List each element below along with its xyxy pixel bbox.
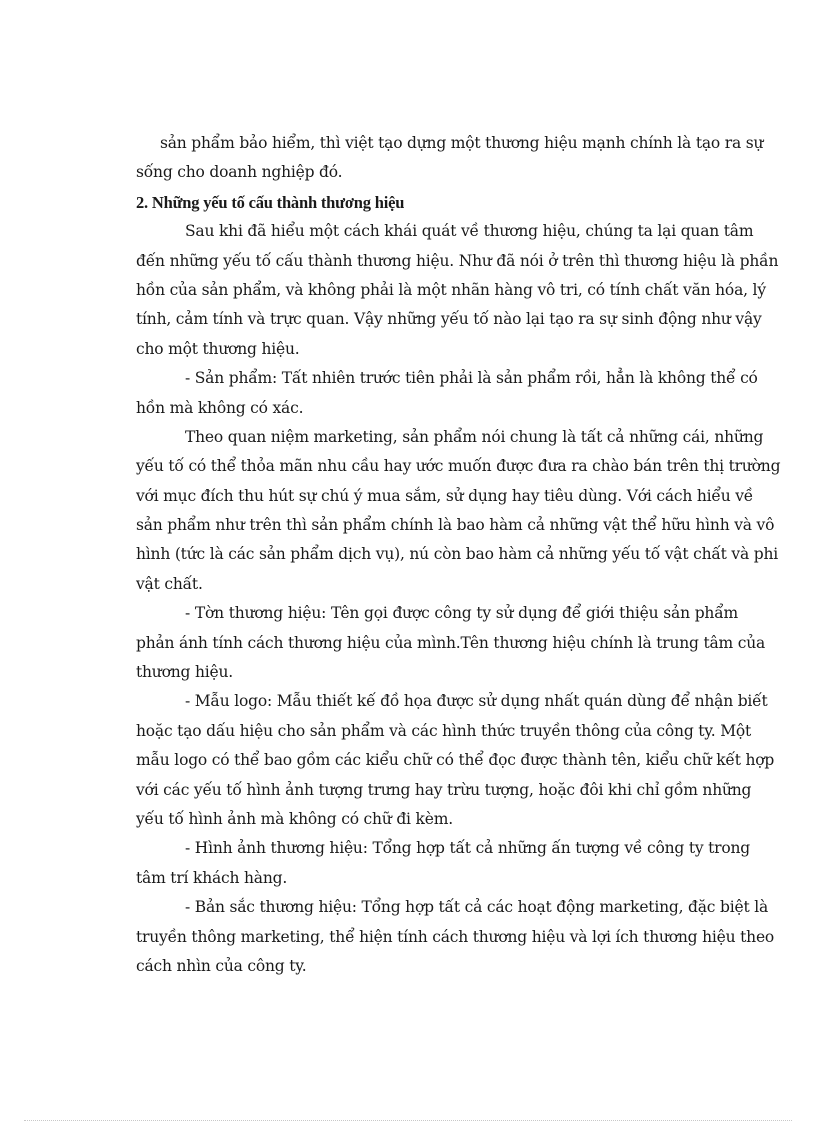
bullet-line: - Mẫu logo: Mẫu thiết kế đồ họa được sử dụng nhất quán dùng để nhận biết <box>185 692 768 711</box>
paragraph-line: sản phẩm như trên thì sản phẩm chính là bao hàm cả những vật thể hữu hình và vô <box>136 516 775 535</box>
bullet-line: - Hình ảnh thương hiệu: Tổng hợp tất cả những ấn tượng về công ty trong <box>185 839 751 858</box>
paragraph-line: hồn của sản phẩm, và không phải là một nhãn hàng vô tri, có tính chất văn hóa, lý <box>136 280 766 299</box>
paragraph-line: vật chất. <box>136 574 203 593</box>
paragraph-line: phản ánh tính cách thương hiệu của mình.Tên thương hiệu chính là trung tâm của <box>136 633 766 652</box>
paragraph-line: hình (tức là các sản phẩm dịch vụ), nú còn bao hàm cả những yếu tố vật chất và phi <box>136 545 779 564</box>
paragraph-line: yếu tố hình ảnh mà không có chữ đi kèm. <box>136 809 453 828</box>
bullet-line: - Bản sắc thương hiệu: Tổng hợp tất cả các hoạt động marketing, đặc biệt là <box>185 898 769 917</box>
paragraph-line: truyền thông marketing, thể hiện tính cách thương hiệu và lợi ích thương hiệu theo <box>136 927 775 946</box>
paragraph-line: với mục đích thu hút sự chú ý mua sắm, sử dụng hay tiêu dùng. Với cách hiểu về <box>136 486 754 505</box>
document-page <box>136 129 781 981</box>
page-bottom-divider <box>24 1120 792 1121</box>
paragraph-line: Theo quan niệm marketing, sản phẩm nói chung là tất cả những cái, những <box>185 427 764 446</box>
section-heading: 2. Những yếu tố cấu thành thương hiệu <box>136 192 405 212</box>
paragraph-line: cho một thương hiệu. <box>136 339 300 358</box>
paragraph-line: sống cho doanh nghiệp đó. <box>136 163 343 182</box>
paragraph-line: tính, cảm tính và trực quan. Vậy những yếu tố nào lại tạo ra sự sinh động như vậy <box>136 310 762 329</box>
bullet-line: - Sản phẩm: Tất nhiên trước tiên phải là sản phẩm rồi, hẳn là không thể có <box>185 369 758 388</box>
bullet-line: - Tờn thương hiệu: Tên gọi được công ty sử dụng để giới thiệu sản phẩm <box>185 604 738 623</box>
paragraph-line: Sau khi đã hiểu một cách khái quát về thương hiệu, chúng ta lại quan tâm <box>185 222 754 241</box>
paragraph-line: yếu tố có thể thỏa mãn nhu cầu hay ước muốn được đưa ra chào bán trên thị trường <box>136 457 781 476</box>
paragraph-line: tâm trí khách hàng. <box>136 868 288 887</box>
paragraph-line: thương hiệu. <box>136 663 233 682</box>
paragraph-line: hoặc tạo dấu hiệu cho sản phẩm và các hình thức truyền thông của công ty. Một <box>136 721 752 740</box>
paragraph-line: cách nhìn của công ty. <box>136 956 307 975</box>
paragraph-line: hồn mà không có xác. <box>136 398 304 417</box>
paragraph-line: với các yếu tố hình ảnh tượng trưng hay trừu tượng, hoặc đôi khi chỉ gồm những <box>136 780 752 799</box>
paragraph-line: đến những yếu tố cấu thành thương hiệu. Như đã nói ở trên thì thương hiệu là phần <box>136 251 779 270</box>
paragraph-line: sản phẩm bảo hiểm, thì việt tạo dựng một thương hiệu mạnh chính là tạo ra sự <box>160 134 764 152</box>
paragraph-line: mẫu logo có thể bao gồm các kiểu chữ có thể đọc được thành tên, kiểu chữ kết hợp <box>136 751 775 770</box>
